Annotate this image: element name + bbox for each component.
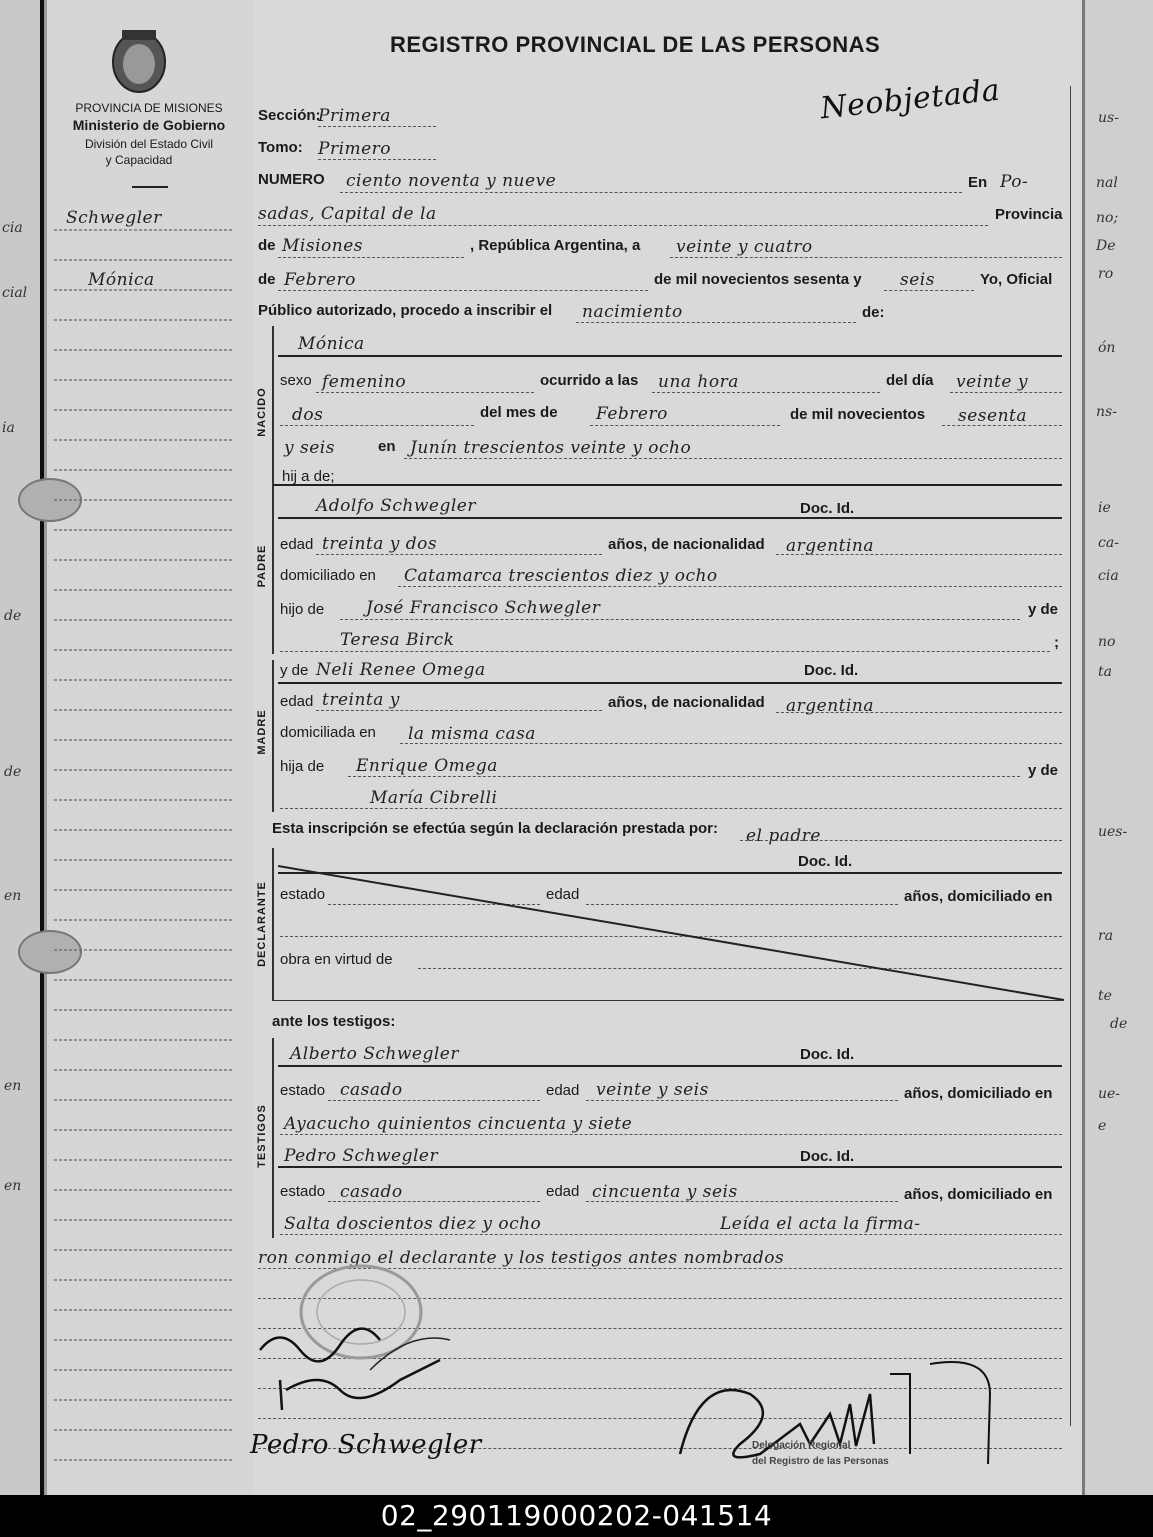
rule [400, 743, 1062, 744]
rule [884, 290, 974, 291]
rule [280, 808, 1062, 809]
rule [278, 1166, 1062, 1168]
value-tipo: nacimiento [582, 302, 683, 322]
right-fragment: De [1096, 238, 1116, 254]
right-border-line [1070, 86, 1071, 1426]
value-anio-a: sesenta [958, 406, 1027, 426]
rule [340, 192, 962, 193]
value-tomo: Primero [318, 139, 392, 159]
section-label-madre: MADRE [256, 709, 268, 755]
section-border [272, 660, 274, 812]
rule [316, 710, 602, 711]
value-lugar: Junín trescientos veinte y ocho [410, 438, 692, 458]
value-mes: Febrero [596, 404, 668, 424]
right-fragment: no [1098, 634, 1116, 650]
label-numero: NUMERO [258, 171, 325, 188]
stub-ruled-lines [54, 200, 240, 1470]
value-nombre: Mónica [298, 334, 365, 354]
right-fragment: ie [1098, 500, 1111, 516]
rule [280, 651, 1050, 652]
section-label-testigos: TESTIGOS [256, 1104, 268, 1168]
rule [576, 322, 856, 323]
stamp-note: Neobjetada [818, 72, 1002, 127]
right-fragment: ue- [1098, 1086, 1121, 1102]
left-fragment: cia [2, 220, 23, 236]
rule [318, 126, 436, 127]
rule [328, 1100, 540, 1101]
label-hija-de: hija de [280, 758, 325, 775]
label-de: de [258, 237, 276, 254]
testigo1-estado: casado [340, 1080, 403, 1100]
label-de-mil-novecientos: de mil novecientos [790, 406, 926, 423]
rule [280, 425, 474, 426]
rule [950, 392, 1062, 393]
label-estado: estado [280, 886, 326, 903]
right-fragment: e [1098, 1118, 1107, 1134]
rule [586, 1100, 898, 1101]
rule [670, 257, 1062, 258]
left-fragment: cial [2, 285, 28, 301]
rule [404, 458, 1062, 459]
rule [652, 392, 880, 393]
rule [278, 682, 1062, 684]
label-y-de-prefix: y de [280, 662, 309, 679]
right-fragment: nal [1096, 175, 1118, 191]
value-anio-acta: seis [900, 270, 935, 290]
label-doc-id-4: Doc. Id. [800, 1046, 855, 1063]
label-en-2: en [378, 438, 396, 455]
rule [258, 225, 988, 226]
left-fragment: de [4, 764, 22, 780]
coat-of-arms-icon [108, 24, 170, 96]
label-doc-id-3: Doc. Id. [798, 853, 853, 870]
testigo1-nombre: Alberto Schwegler [290, 1044, 459, 1064]
label-republica: , República Argentina, a [470, 237, 641, 254]
signatures-left-icon [250, 1320, 490, 1440]
label-anos-dom: años, domiciliado en [904, 888, 1053, 905]
left-fragment: de [4, 608, 22, 624]
testigo1-edad: veinte y seis [596, 1080, 709, 1100]
label-doc-id-2: Doc. Id. [804, 662, 859, 679]
rule [318, 159, 436, 160]
label-doc-id-5: Doc. Id. [800, 1148, 855, 1165]
value-anio-b: y seis [284, 438, 335, 458]
right-fragment: ra [1098, 928, 1114, 944]
label-ocurrido: ocurrido a las [540, 372, 639, 389]
signature-pedro: Pedro Schwegler [250, 1430, 482, 1460]
section-label-declarante: DECLARANTE [256, 881, 268, 967]
section-border [272, 1038, 274, 1238]
right-fragment: us- [1098, 110, 1119, 126]
left-fragment: en [4, 888, 22, 904]
padre-padre: José Francisco Schwegler [366, 598, 601, 618]
value-hora: una hora [658, 372, 739, 392]
label-de-colon: de: [862, 304, 885, 321]
testigo2-estado: casado [340, 1182, 403, 1202]
right-fragment: ns- [1096, 404, 1117, 420]
rule [586, 1201, 898, 1202]
madre-padre: Enrique Omega [356, 756, 498, 776]
label-del-dia: del día [886, 372, 934, 389]
value-dia-acta: veinte y cuatro [676, 237, 813, 257]
stub-given-name: Mónica [88, 270, 155, 290]
madre-edad: treinta y [322, 690, 400, 710]
label-del-mes: del mes de [480, 404, 558, 421]
closing-tail: Leída el acta la firma- [720, 1214, 921, 1234]
madre-domicilio: la misma casa [408, 724, 536, 744]
label-estado-3: estado [280, 1183, 326, 1200]
label-anos-nac: años, de nacionalidad [608, 536, 765, 553]
label-doc-id: Doc. Id. [800, 500, 855, 517]
rule [776, 712, 1062, 713]
org-ministry: Ministerio de Gobierno [72, 117, 226, 133]
label-domiciliada-en: domiciliada en [280, 724, 376, 741]
rule [776, 554, 1062, 555]
value-dia-a: veinte y [956, 372, 1028, 392]
padre-nombre: Adolfo Schwegler [316, 496, 476, 516]
value-en-a: Po- [1000, 172, 1029, 192]
rule [278, 257, 464, 258]
right-fragment: cia [1098, 568, 1119, 584]
label-de-mil-sesenta: de mil novecientos sesenta y [654, 271, 862, 288]
rule [278, 517, 1062, 519]
label-seccion: Sección: [258, 107, 321, 124]
section-border [272, 484, 274, 654]
left-fragment: en [4, 1178, 22, 1194]
testigo2-edad: cincuenta y seis [592, 1182, 738, 1202]
madre-madre: María Cibrelli [370, 788, 498, 808]
label-edad: edad [280, 536, 314, 553]
value-numero: ciento noventa y nueve [346, 171, 557, 191]
label-edad-3: edad [546, 886, 580, 903]
closing-line2: ron conmigo el declarante y los testigos antes nombrados [258, 1248, 785, 1268]
stamp-bottom-2: del Registro de las Personas [752, 1456, 889, 1467]
rule [278, 355, 1062, 357]
value-provincia: Misiones [282, 236, 363, 256]
value-sexo: femenino [322, 372, 407, 392]
value-en-b: sadas, Capital de la [258, 204, 437, 224]
label-en: En [968, 174, 988, 191]
rule [316, 392, 534, 393]
file-caption: 02_290119000202-041514 [380, 1499, 773, 1532]
testigo2-domicilio: Salta doscientos diez y ocho [284, 1214, 542, 1234]
label-de-2: de [258, 271, 276, 288]
label-obra: obra en virtud de [280, 951, 393, 968]
label-sexo: sexo [280, 372, 312, 389]
page-title: REGISTRO PROVINCIAL DE LAS PERSONAS [390, 32, 881, 57]
rule [740, 840, 1062, 841]
label-edad-5: edad [546, 1183, 580, 1200]
rule [280, 1134, 1062, 1135]
testigo2-nombre: Pedro Schwegler [284, 1146, 439, 1166]
label-estado-2: estado [280, 1082, 326, 1099]
stub-surname: Schwegler [66, 208, 162, 228]
label-edad-4: edad [546, 1082, 580, 1099]
label-inscripcion: Esta inscripción se efectúa según la declaración prestada por: [272, 820, 718, 837]
right-fragment: te [1098, 988, 1112, 1004]
org-division: División del Estado Civil [84, 137, 214, 151]
left-fragment: en [4, 1078, 22, 1094]
right-fragment: ca- [1098, 535, 1119, 551]
section-border [272, 326, 274, 484]
right-fragment: de [1110, 1016, 1128, 1032]
label-yo-oficial: Yo, Oficial [980, 271, 1053, 288]
right-fragment: ón [1098, 340, 1116, 356]
right-fragment: ta [1098, 664, 1112, 680]
label-hija: hij a de; [282, 468, 335, 485]
label-domiciliado-en: domiciliado en [280, 567, 376, 584]
label-provincia: Provincia [995, 206, 1063, 223]
rule [316, 554, 602, 555]
section-divider [272, 1000, 1062, 1001]
section-label-padre: PADRE [256, 544, 268, 588]
rule [340, 619, 1020, 620]
label-anos-dom-2: años, domiciliado en [904, 1085, 1053, 1102]
padre-nacionalidad: argentina [786, 536, 875, 556]
org-province: PROVINCIA DE MISIONES [75, 101, 223, 115]
label-anos-dom-3: años, domiciliado en [904, 1186, 1053, 1203]
label-hijo-de: hijo de [280, 601, 325, 618]
rule [942, 425, 1062, 426]
right-fragment: no; [1096, 210, 1119, 226]
right-fragment: ues- [1098, 824, 1128, 840]
section-border [272, 848, 274, 1000]
declarante-por: el padre [746, 826, 821, 846]
label-anos-nac-2: años, de nacionalidad [608, 694, 765, 711]
label-y-de: y de [1028, 601, 1059, 618]
strike-through-line [278, 862, 1068, 1006]
testigo1-domicilio: Ayacucho quinientos cincuenta y siete [284, 1114, 633, 1134]
value-mes-acta: Febrero [284, 270, 356, 290]
rule [280, 1234, 1062, 1235]
org-capacity: y Capacidad [105, 153, 173, 167]
left-fragment: ia [2, 420, 15, 436]
label-ante: ante los testigos: [272, 1013, 396, 1030]
label-semicolon: ; [1054, 634, 1059, 651]
label-edad-2: edad [280, 693, 314, 710]
rule [328, 1201, 540, 1202]
rule [348, 776, 1020, 777]
padre-madre: Teresa Birck [340, 630, 455, 650]
rule [398, 586, 1062, 587]
section-label-nacido: NACIDO [256, 387, 268, 437]
rule [278, 290, 648, 291]
rule [590, 425, 780, 426]
label-y-de-2: y de [1028, 762, 1059, 779]
label-tomo: Tomo: [258, 139, 303, 156]
value-seccion: Primera [318, 106, 391, 126]
right-fragment: ro [1098, 266, 1114, 282]
padre-edad: treinta y dos [322, 534, 438, 554]
rule [278, 1065, 1062, 1067]
padre-domicilio: Catamarca trescientos diez y ocho [404, 566, 718, 586]
divider [132, 186, 168, 188]
madre-nacionalidad: argentina [786, 696, 875, 716]
label-publico: Público autorizado, procedo a inscribir el [258, 302, 553, 319]
value-dia-b: dos [292, 405, 324, 425]
section-divider [272, 484, 1062, 486]
madre-nombre: Neli Renee Omega [316, 660, 486, 680]
stamp-bottom-1: Delegación Regional [752, 1440, 851, 1451]
